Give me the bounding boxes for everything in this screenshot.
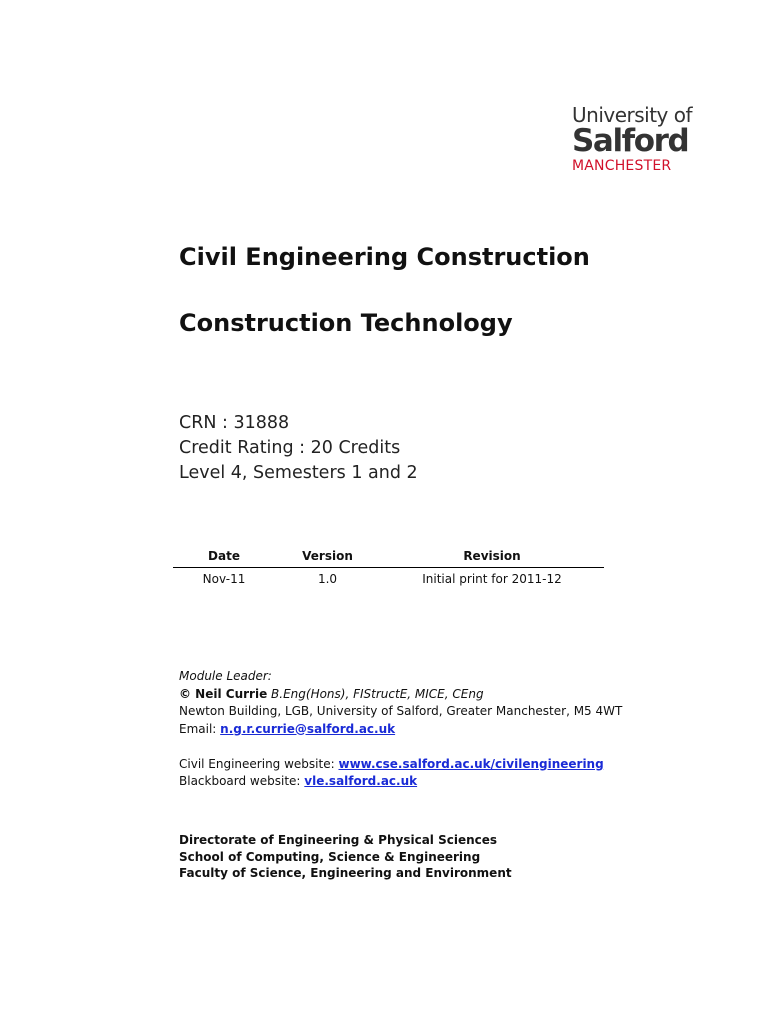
logo-line-university-of: University of [572,103,693,127]
cell-version: 1.0 [317,572,338,586]
credit-rating-line: Credit Rating : 20 Credits [179,438,401,458]
logo-line-salford: Salford [572,123,689,159]
contact-block [179,668,622,791]
revision-table-header [173,548,604,568]
level-line: Level 4, Semesters 1 and 2 [179,463,418,483]
module-leader-name: © Neil Currie [179,686,268,701]
module-leader-label: Module Leader: [179,669,272,683]
crn-line: CRN : 31888 [179,413,290,433]
email-line [179,721,622,739]
email-label: Email: [179,721,217,736]
module-leader-qualifications: B.Eng(Hons), FIStructE, MICE, CEng [271,686,484,701]
table-row [173,568,604,587]
module-info [179,411,418,486]
blackboard-website-label: Blackboard website: [179,774,301,788]
directorate-line: Directorate of Engineering & Physical Sciences [179,833,498,847]
header-date: Date [173,548,275,568]
module-title: Construction Technology [179,309,513,337]
revision-table [173,548,604,586]
logo-line-manchester: MANCHESTER [572,158,672,174]
school-line: School of Computing, Science & Engineering [179,849,481,864]
header-revision: Revision [380,548,604,568]
cell-date: Nov-11 [202,572,246,586]
civil-website-label: Civil Engineering website: [179,756,335,771]
civil-website-line [179,756,622,774]
spacer [179,738,622,756]
course-title: Civil Engineering Construction [179,243,590,271]
civil-website-link[interactable]: www.cse.salford.ac.uk/civilengineering [338,756,604,771]
email-link[interactable]: n.g.r.currie@salford.ac.uk [220,721,396,736]
blackboard-website-link[interactable]: vle.salford.ac.uk [304,774,418,788]
blackboard-website-line [179,773,622,791]
address-line: Newton Building, LGB, University of Salford, Greater Manchester, M5 4WT [179,704,623,718]
university-logo [572,104,702,176]
faculty-line: Faculty of Science, Engineering and Environment [179,866,512,880]
cell-revision: Initial print for 2011-12 [422,572,562,586]
header-version: Version [275,548,380,568]
faculty-block [179,832,512,882]
module-leader-line [179,686,622,704]
